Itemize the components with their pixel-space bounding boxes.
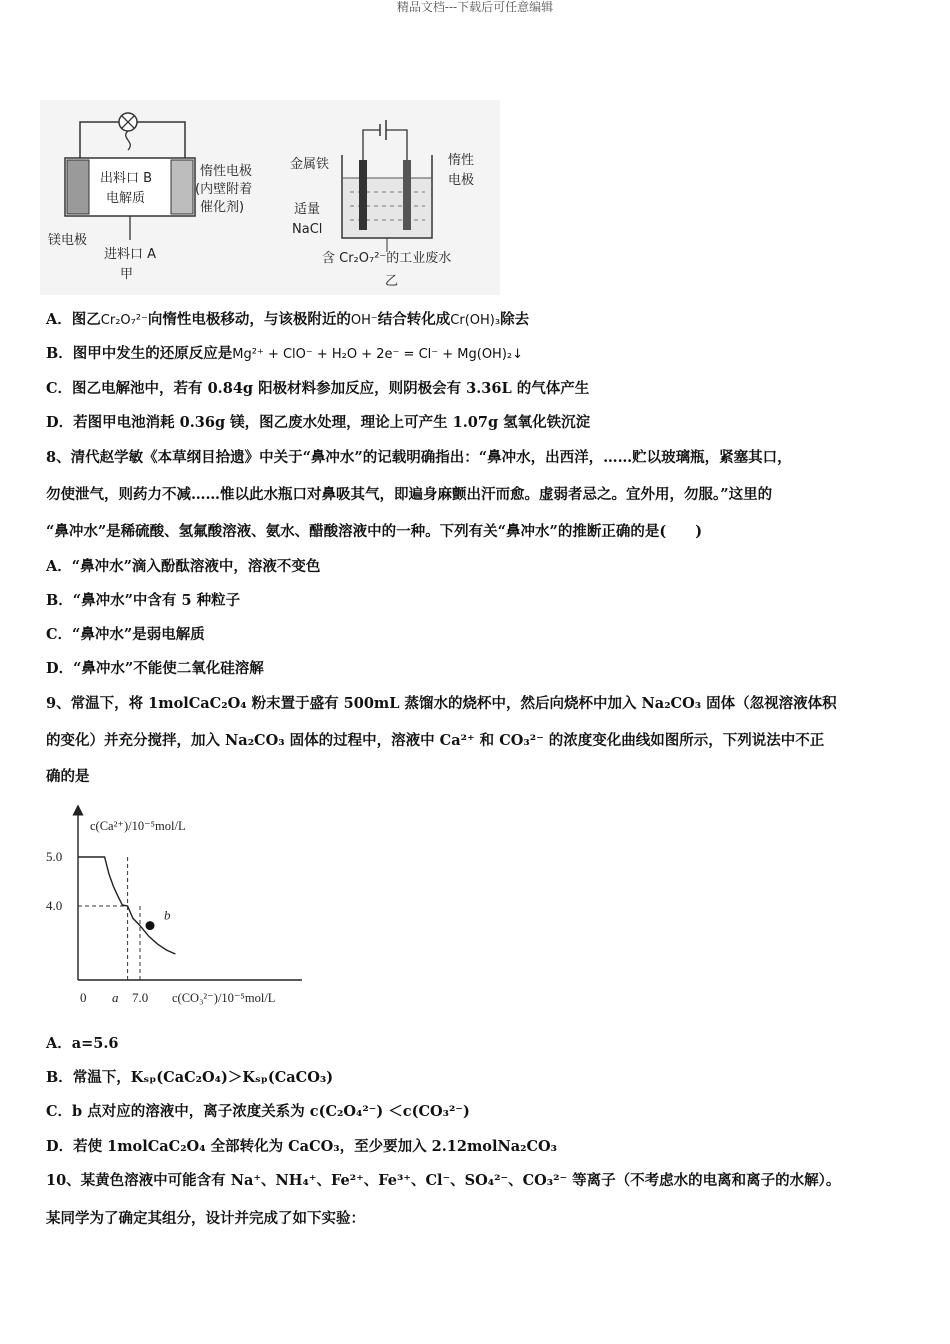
electrolyte-label: 电解质 <box>106 191 146 206</box>
q8-stem-line-3: “鼻冲水”是稀硫酸、氢氟酸溶液、氨水、醋酸溶液中的一种。下列有关“鼻冲水”的推断正确的是( ) <box>46 523 703 540</box>
x-tick-0: 0 <box>80 990 87 1005</box>
wastewater-label: 含 Cr₂O₇²⁻的工业废水 <box>322 251 452 266</box>
q8-option-d: D．“鼻冲水”不能使二氧化硅溶解 <box>46 660 264 677</box>
q8-option-a: A．“鼻冲水”滴入酚酞溶液中，溶液不变色 <box>46 558 321 575</box>
inert-electrode-label: 惰性电极 <box>200 164 253 179</box>
point-b <box>146 921 155 930</box>
q9-option-b: B．常温下，Kₛₚ(CaC₂O₄)＞Kₛₚ(CaCO₃) <box>46 1069 334 1086</box>
page-header: 精品文档---下载后可任意编辑 <box>396 0 554 14</box>
inert-label-1: 惰性 <box>448 153 475 168</box>
nacl-label-1: 适量 <box>294 202 321 217</box>
q9-option-d: D．若使 1molCaC₂O₄ 全部转化为 CaCO₃，至少要加入 2.12molNa₂CO₃ <box>46 1138 558 1155</box>
q8-stem-line-2: 勿使泄气，则药力不减……惟以此水瓶口对鼻吸其气，即遍身麻颤出汗而愈。虚弱者忌之。宜外用，勿服。”这里的 <box>46 486 773 503</box>
q7-option-b: B．图甲中发生的还原反应是Mg²⁺ + ClO⁻ + H₂O + 2e⁻ = Cl⁻ + Mg(OH)₂↓ <box>46 345 524 362</box>
outlet-label: 出料口 B <box>100 171 153 186</box>
q9-stem-line-1: 9、常温下，将 1molCaC₂O₄ 粉末置于盛有 500mL 蒸馏水的烧杯中，然后向烧杯中加入 Na₂CO₃ 固体（忽视溶液体积 <box>46 695 837 712</box>
q7-option-d: D．若图甲电池消耗 0.36g 镁，图乙废水处理，理论上可产生 1.07g 氢氧化铁沉淀 <box>46 414 591 431</box>
q8-option-b: B．“鼻冲水”中含有 5 种粒子 <box>46 592 241 609</box>
q8-option-c: C．“鼻冲水”是弱电解质 <box>46 626 205 643</box>
inner-wall-label-2: 催化剂) <box>200 200 245 215</box>
q7-option-c: C．图乙电解池中，若有 0.84g 阳极材料参加反应，则阴极会有 3.36L 的气体产生 <box>46 380 590 397</box>
x-axis-label: c(CO₃²⁻)/10⁻⁵mol/L <box>172 991 276 1005</box>
q9-stem-line-3: 确的是 <box>46 768 90 785</box>
x-tick-a: a <box>112 990 119 1005</box>
inert-label-2: 电极 <box>448 173 475 188</box>
point-b-label: b <box>164 907 171 923</box>
q8-stem-line-1: 8、清代赵学敏《本草纲目拾遗》中关于“鼻冲水”的记载明确指出：“鼻冲水，出西洋，……贮以玻璃瓶，紧塞其口， <box>46 449 792 466</box>
y-tick-4: 4.0 <box>46 898 63 913</box>
iron-label: 金属铁 <box>290 157 330 172</box>
y-axis-label: c(Ca²⁺)/10⁻⁵mol/L <box>90 819 186 833</box>
q10-stem-line-2: 某同学为了确定其组分，设计并完成了如下实验： <box>46 1210 365 1227</box>
inlet-label: 进料口 A <box>104 247 157 262</box>
q9-option-a: A．a=5.6 <box>46 1035 119 1052</box>
q9-stem-line-2: 的变化）并充分搅拌，加入 Na₂CO₃ 固体的过程中，溶液中 Ca²⁺ 和 CO₃²⁻ 的浓度变化曲线如图所示，下列说法中不正 <box>46 732 825 749</box>
concentration-chart <box>40 800 330 1015</box>
caption-jia: 甲 <box>120 267 134 282</box>
q9-option-c: C．b 点对应的溶液中，离子浓度关系为 c(C₂O₄²⁻) ＜c(CO₃²⁻) <box>46 1103 470 1120</box>
q7-option-a: A．图乙Cr₂O₇²⁻向惰性电极移动，与该极附近的OH⁻结合转化成Cr(OH)₃除去 <box>46 311 530 328</box>
mg-electrode-label: 镁电极 <box>48 233 88 248</box>
caption-yi: 乙 <box>385 274 399 289</box>
apparatus-figure <box>40 100 500 295</box>
nacl-label-2: NaCl <box>292 222 323 237</box>
inner-wall-label-1: (内壁附着 <box>195 182 253 197</box>
y-tick-5: 5.0 <box>46 849 63 864</box>
x-tick-7: 7.0 <box>132 990 149 1005</box>
q10-stem-line-1: 10、某黄色溶液中可能含有 Na⁺、NH₄⁺、Fe²⁺、Fe³⁺、Cl⁻、SO₄²⁻、CO₃²⁻ 等离子（不考虑水的电离和离子的水解）。 <box>46 1172 841 1189</box>
